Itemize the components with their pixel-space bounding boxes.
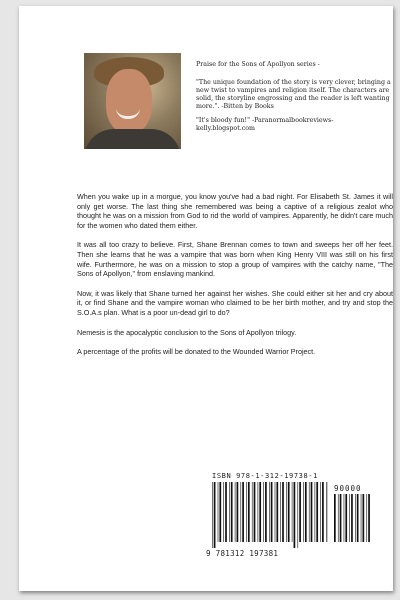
blurb-paragraph-2: It was all too crazy to believe. First, Shane Brennan comes to town and sweeps her off her feet. Then she learns that he was a vampire that was born when King Henry VIII was still on his first wife. Furthermore, he was on a mission to stop a group of vampires with the catchy name, "The Sons of Apollyon," from enslaving mankind.: [77, 240, 393, 279]
author-photo-shirt: [84, 129, 181, 149]
ean13-bars: [212, 482, 328, 548]
praise-heading: Praise for the Sons of Apollyon series -: [196, 61, 320, 68]
blurb-paragraph-4: Nemesis is the apocalyptic conclusion to the Sons of Apollyon trilogy.: [77, 327, 297, 337]
ean-digits: 9 781312 197381: [206, 549, 279, 558]
isbn-label: ISBN 978-1-312-19738-1: [212, 472, 318, 480]
isbn-barcode: [202, 468, 378, 561]
author-photo: [84, 53, 181, 149]
price-addon-number: 90000: [334, 484, 362, 493]
blurb-paragraph-3: Now, it was likely that Shane turned her against her wishes. She could either sit her and cry about it, or find Shane and the vampire woman who claimed to be her birth mother, and try and stop the S.O.A.s plan. What is a poor un-dead girl to do?: [77, 288, 393, 317]
blurb-paragraph-1: When you wake up in a morgue, you know you've had a bad night. For Elisabeth St. James it will only get worse. The last thing she remembered was being a captive of a religious zealot who thought he was on a mission from God to rid the world of vampires. Apparently, he didn't care much for the women who dated them either.: [77, 192, 393, 230]
blurb-paragraph-5: A percentage of the profits will be donated to the Wounded Warrior Project.: [77, 347, 316, 357]
addon-bars: [334, 494, 370, 548]
book-blurb: [77, 192, 393, 367]
praise-quote-bitten-by-books: "The unique foundation of the story is very clever, bringing a new twist to vampires and religion itself. The characters are solid, the storyline engrossing and the reader is left wanting more.". -Bitten by Books: [196, 79, 391, 110]
back-cover-page: [19, 6, 393, 591]
praise-section: [196, 61, 391, 139]
praise-quote-paranormal: "It's bloody fun!" -Paranormalbookreviews-kelly.blogspot.com: [196, 117, 334, 132]
author-photo-face: [106, 69, 152, 133]
